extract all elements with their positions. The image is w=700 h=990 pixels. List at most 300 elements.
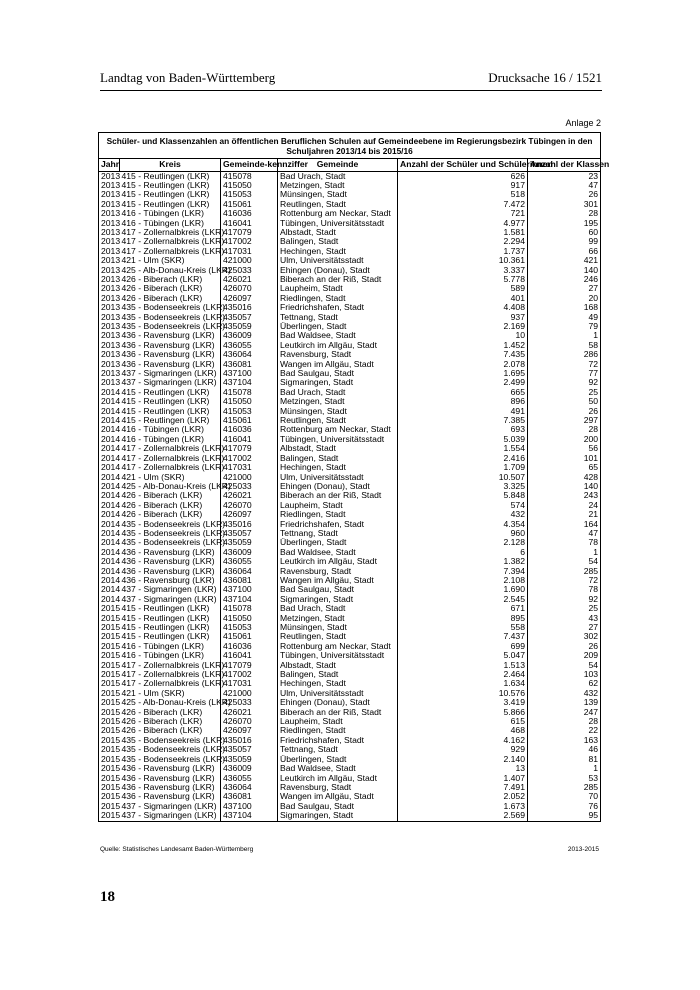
- cell-classes: 58: [528, 341, 601, 350]
- cell-classes: 163: [528, 736, 601, 745]
- cell-students: 6: [398, 548, 528, 557]
- cell-students: 5.866: [398, 708, 528, 717]
- cell-year: 2014: [99, 416, 120, 425]
- cell-year: 2014: [99, 510, 120, 519]
- cell-district: 437 - Sigmaringen (LKR): [120, 595, 221, 604]
- cell-district: 436 - Ravensburg (LKR): [120, 774, 221, 783]
- cell-district: 435 - Bodenseekreis (LKR): [121, 527, 226, 538]
- cell-municipality: Bad Urach, Stadt: [278, 388, 398, 397]
- cell-municipality-code: 417079: [221, 661, 278, 670]
- cell-municipality-code: 416036: [221, 425, 278, 434]
- cell-municipality: Bad Saulgau, Stadt: [278, 585, 398, 594]
- statistics-table: [98, 132, 610, 822]
- cell-municipality: Friedrichshafen, Stadt: [278, 520, 398, 529]
- cell-district: 416 - Tübingen (LKR): [120, 651, 221, 660]
- cell-students: 2.140: [398, 755, 528, 764]
- cell-municipality-code: 415078: [221, 604, 278, 613]
- cell-classes: 66: [528, 247, 601, 256]
- header-rule: [100, 90, 602, 91]
- cell-classes: 1: [528, 764, 601, 773]
- column-header-municipality-code: Gemeinde-kennziffer: [221, 159, 278, 172]
- cell-year: 2014: [99, 538, 120, 547]
- cell-students: 665: [398, 388, 528, 397]
- cell-district: 415 - Reutlingen (LKR): [120, 416, 221, 425]
- cell-municipality-code: 435057: [221, 745, 278, 754]
- cell-municipality: Leutkirch im Allgäu, Stadt: [278, 557, 398, 566]
- cell-district: 437 - Sigmaringen (LKR): [120, 585, 221, 594]
- cell-municipality-code: 415061: [221, 416, 278, 425]
- cell-year: 2014: [99, 397, 120, 406]
- cell-district: 435 - Bodenseekreis (LKR): [121, 311, 226, 322]
- cell-municipality-code: 415050: [221, 397, 278, 406]
- cell-district: 437 - Sigmaringen (LKR): [120, 811, 221, 821]
- cell-municipality-code: 437100: [221, 802, 278, 811]
- cell-students: 589: [398, 284, 528, 293]
- cell-students: 491: [398, 407, 528, 416]
- cell-municipality: Reutlingen, Stadt: [278, 416, 398, 425]
- cell-year: 2014: [99, 529, 120, 538]
- cell-classes: 28: [528, 717, 601, 726]
- cell-district: 417 - Zollernalbkreis (LKR): [121, 678, 225, 689]
- column-header-classes: Anzahl der Klassen: [528, 159, 601, 172]
- cell-classes: 47: [528, 529, 601, 538]
- cell-students: 896: [398, 397, 528, 406]
- cell-municipality: Balingen, Stadt: [278, 454, 398, 463]
- cell-students: 7.491: [398, 783, 528, 792]
- cell-municipality: Bad Waldsee, Stadt: [278, 331, 398, 340]
- cell-district: 421 - Ulm (SKR): [120, 256, 221, 265]
- cell-students: 7.472: [398, 200, 528, 209]
- cell-classes: 26: [528, 190, 601, 199]
- cell-municipality: Hechingen, Stadt: [278, 247, 398, 256]
- cell-classes: 302: [528, 632, 601, 641]
- cell-classes: 140: [528, 482, 601, 491]
- cell-students: 4.977: [398, 219, 528, 228]
- cell-classes: 164: [528, 520, 601, 529]
- cell-year: 2015: [99, 811, 120, 821]
- cell-district: 417 - Zollernalbkreis (LKR): [121, 236, 225, 247]
- cell-municipality-code: 436055: [221, 341, 278, 350]
- cell-municipality: Tübingen, Universitätsstadt: [278, 435, 398, 444]
- table-title: Schüler- und Klassenzahlen an öffentlichen Beruflichen Schulen auf Gemeindeebene im Regierungsbezirk Tübingen in den Schuljahren 2013/14 bis 2015/16: [99, 133, 601, 159]
- cell-district: 436 - Ravensburg (LKR): [120, 557, 221, 566]
- cell-year: 2013: [99, 219, 120, 228]
- cell-municipality: Ravensburg, Stadt: [278, 783, 398, 792]
- cell-municipality: Tübingen, Universitätsstadt: [278, 219, 398, 228]
- cell-classes: 421: [528, 256, 601, 265]
- cell-classes: 47: [528, 181, 601, 190]
- cell-students: 2.416: [398, 454, 528, 463]
- cell-district: 415 - Reutlingen (LKR): [120, 190, 221, 199]
- cell-classes: 60: [528, 228, 601, 237]
- column-header-year: Jahr: [99, 159, 120, 172]
- cell-year: 2015: [99, 774, 120, 783]
- cell-district: 416 - Tübingen (LKR): [120, 209, 221, 218]
- cell-municipality-code: 436009: [221, 548, 278, 557]
- cell-classes: 432: [528, 689, 601, 698]
- cell-municipality-code: 415053: [221, 407, 278, 416]
- cell-municipality: Hechingen, Stadt: [278, 679, 398, 688]
- cell-students: 7.435: [398, 350, 528, 359]
- cell-municipality-code: 437104: [221, 595, 278, 604]
- cell-municipality: Ravensburg, Stadt: [278, 350, 398, 359]
- cell-classes: 78: [528, 585, 601, 594]
- cell-students: 401: [398, 294, 528, 303]
- cell-students: 5.047: [398, 651, 528, 660]
- cell-municipality: Ravensburg, Stadt: [278, 567, 398, 576]
- cell-year: 2013: [99, 322, 120, 331]
- cell-year: 2013: [99, 247, 120, 256]
- cell-municipality-code: 415078: [221, 171, 278, 181]
- cell-classes: 195: [528, 219, 601, 228]
- cell-classes: 27: [528, 623, 601, 632]
- cell-municipality-code: 421000: [221, 256, 278, 265]
- cell-district: 417 - Zollernalbkreis (LKR): [121, 659, 225, 670]
- cell-municipality: Sigmaringen, Stadt: [278, 378, 398, 387]
- cell-municipality: Wangen im Allgäu, Stadt: [278, 576, 398, 585]
- cell-students: 699: [398, 642, 528, 651]
- cell-students: 518: [398, 190, 528, 199]
- cell-classes: 28: [528, 425, 601, 434]
- cell-classes: 76: [528, 802, 601, 811]
- cell-year: 2015: [99, 755, 120, 764]
- cell-students: 574: [398, 501, 528, 510]
- cell-students: 929: [398, 745, 528, 754]
- cell-district: 436 - Ravensburg (LKR): [120, 350, 221, 359]
- cell-municipality: Rottenburg am Neckar, Stadt: [278, 642, 398, 651]
- cell-year: 2013: [99, 331, 120, 340]
- cell-year: 2015: [99, 632, 120, 641]
- cell-year: 2013: [99, 171, 120, 181]
- cell-municipality: Tettnang, Stadt: [278, 529, 398, 538]
- cell-municipality-code: 426097: [221, 294, 278, 303]
- cell-students: 1.554: [398, 444, 528, 453]
- cell-municipality-code: 426021: [221, 275, 278, 284]
- cell-classes: 43: [528, 614, 601, 623]
- cell-district: 425 - Alb-Donau-Kreis (LKR): [121, 264, 231, 275]
- cell-students: 7.385: [398, 416, 528, 425]
- cell-classes: 46: [528, 745, 601, 754]
- cell-district: 436 - Ravensburg (LKR): [120, 341, 221, 350]
- cell-municipality: Bad Urach, Stadt: [278, 604, 398, 613]
- cell-year: 2014: [99, 482, 120, 491]
- cell-municipality-code: 426097: [221, 510, 278, 519]
- cell-municipality: Albstadt, Stadt: [278, 661, 398, 670]
- cell-municipality: Ulm, Universitätsstadt: [278, 256, 398, 265]
- cell-students: 721: [398, 209, 528, 218]
- cell-classes: 70: [528, 792, 601, 801]
- cell-district: 415 - Reutlingen (LKR): [120, 632, 221, 641]
- cell-classes: 53: [528, 774, 601, 783]
- cell-municipality: Balingen, Stadt: [278, 237, 398, 246]
- cell-district: 426 - Biberach (LKR): [120, 501, 221, 510]
- cell-year: 2014: [99, 454, 120, 463]
- cell-district: 417 - Zollernalbkreis (LKR): [121, 452, 225, 463]
- cell-municipality: Ulm, Universitätsstadt: [278, 473, 398, 482]
- page-number: 18: [100, 889, 115, 905]
- cell-municipality-code: 416041: [221, 651, 278, 660]
- cell-year: 2015: [99, 726, 120, 735]
- cell-year: 2014: [99, 576, 120, 585]
- cell-district: 415 - Reutlingen (LKR): [120, 200, 221, 209]
- cell-municipality: Tübingen, Universitätsstadt: [278, 651, 398, 660]
- cell-students: 4.354: [398, 520, 528, 529]
- cell-municipality-code: 426070: [221, 501, 278, 510]
- cell-district: 426 - Biberach (LKR): [120, 275, 221, 284]
- cell-municipality: Tettnang, Stadt: [278, 313, 398, 322]
- cell-municipality-code: 437100: [221, 585, 278, 594]
- cell-year: 2014: [99, 407, 120, 416]
- cell-year: 2015: [99, 661, 120, 670]
- cell-district: 437 - Sigmaringen (LKR): [120, 369, 221, 378]
- cell-classes: 95: [528, 811, 601, 821]
- cell-year: 2014: [99, 520, 120, 529]
- cell-students: 558: [398, 623, 528, 632]
- cell-students: 917: [398, 181, 528, 190]
- cell-municipality: Riedlingen, Stadt: [278, 294, 398, 303]
- cell-classes: 140: [528, 266, 601, 275]
- cell-district: 415 - Reutlingen (LKR): [120, 397, 221, 406]
- cell-year: 2015: [99, 670, 120, 679]
- cell-classes: 209: [528, 651, 601, 660]
- cell-students: 2.464: [398, 670, 528, 679]
- cell-municipality-code: 426070: [221, 284, 278, 293]
- cell-classes: 92: [528, 378, 601, 387]
- cell-classes: 65: [528, 463, 601, 472]
- cell-year: 2015: [99, 745, 120, 754]
- cell-year: 2013: [99, 209, 120, 218]
- cell-municipality: Riedlingen, Stadt: [278, 510, 398, 519]
- cell-students: 2.052: [398, 792, 528, 801]
- cell-municipality: Überlingen, Stadt: [278, 538, 398, 547]
- cell-municipality: Münsingen, Stadt: [278, 190, 398, 199]
- header-parliament: Landtag von Baden-Württemberg: [100, 70, 276, 85]
- cell-district: 435 - Bodenseekreis (LKR): [121, 321, 226, 331]
- cell-district: 415 - Reutlingen (LKR): [120, 407, 221, 416]
- cell-classes: 26: [528, 407, 601, 416]
- cell-municipality-code: 426097: [221, 726, 278, 735]
- cell-year: 2013: [99, 181, 120, 190]
- cell-year: 2013: [99, 303, 120, 312]
- cell-municipality-code: 435059: [221, 755, 278, 764]
- cell-municipality-code: 437100: [221, 369, 278, 378]
- cell-year: 2013: [99, 369, 120, 378]
- cell-municipality: Laupheim, Stadt: [278, 284, 398, 293]
- cell-classes: 21: [528, 510, 601, 519]
- cell-municipality: Überlingen, Stadt: [278, 322, 398, 331]
- cell-municipality-code: 417002: [221, 670, 278, 679]
- cell-year: 2013: [99, 275, 120, 284]
- cell-year: 2015: [99, 698, 120, 707]
- cell-municipality-code: 417031: [221, 247, 278, 256]
- cell-students: 3.325: [398, 482, 528, 491]
- cell-municipality: Bad Urach, Stadt: [278, 171, 398, 181]
- cell-district: 417 - Zollernalbkreis (LKR): [121, 443, 225, 454]
- cell-municipality-code: 436081: [221, 360, 278, 369]
- cell-year: 2015: [99, 783, 120, 792]
- cell-municipality: Bad Saulgau, Stadt: [278, 369, 398, 378]
- cell-students: 7.437: [398, 632, 528, 641]
- cell-district: 436 - Ravensburg (LKR): [120, 331, 221, 340]
- cell-municipality-code: 415053: [221, 623, 278, 632]
- cell-classes: 285: [528, 567, 601, 576]
- cell-municipality-code: 436081: [221, 576, 278, 585]
- cell-students: 1.709: [398, 463, 528, 472]
- cell-municipality-code: 425033: [221, 698, 278, 707]
- cell-district: 417 - Zollernalbkreis (LKR): [121, 226, 225, 237]
- cell-students: 2.569: [398, 811, 528, 821]
- cell-year: 2013: [99, 360, 120, 369]
- cell-district: 426 - Biberach (LKR): [120, 726, 221, 735]
- cell-district: 435 - Bodenseekreis (LKR): [121, 518, 226, 529]
- cell-municipality: Metzingen, Stadt: [278, 181, 398, 190]
- cell-municipality-code: 415061: [221, 200, 278, 209]
- cell-classes: 25: [528, 604, 601, 613]
- cell-students: 2.169: [398, 322, 528, 331]
- cell-classes: 246: [528, 275, 601, 284]
- cell-students: 1.737: [398, 247, 528, 256]
- cell-district: 437 - Sigmaringen (LKR): [120, 802, 221, 811]
- cell-municipality-code: 436064: [221, 350, 278, 359]
- cell-students: 10.576: [398, 689, 528, 698]
- cell-students: 5.778: [398, 275, 528, 284]
- cell-year: 2013: [99, 228, 120, 237]
- cell-district: 426 - Biberach (LKR): [120, 284, 221, 293]
- cell-district: 426 - Biberach (LKR): [120, 510, 221, 519]
- cell-year: 2013: [99, 190, 120, 199]
- cell-district: 436 - Ravensburg (LKR): [120, 783, 221, 792]
- cell-municipality: Leutkirch im Allgäu, Stadt: [278, 774, 398, 783]
- cell-municipality-code: 435059: [221, 322, 278, 331]
- cell-municipality: Albstadt, Stadt: [278, 228, 398, 237]
- cell-municipality-code: 425033: [221, 266, 278, 275]
- cell-municipality-code: 416041: [221, 219, 278, 228]
- cell-students: 960: [398, 529, 528, 538]
- cell-district: 426 - Biberach (LKR): [120, 708, 221, 717]
- cell-municipality-code: 435057: [221, 529, 278, 538]
- cell-classes: 28: [528, 209, 601, 218]
- cell-municipality: Bad Saulgau, Stadt: [278, 802, 398, 811]
- cell-year: 2015: [99, 717, 120, 726]
- header-document-number: Drucksache 16 / 1521: [488, 70, 602, 85]
- cell-district: 436 - Ravensburg (LKR): [120, 567, 221, 576]
- cell-students: 1.452: [398, 341, 528, 350]
- cell-municipality: Friedrichshafen, Stadt: [278, 736, 398, 745]
- cell-classes: 22: [528, 726, 601, 735]
- cell-year: 2015: [99, 604, 120, 613]
- cell-year: 2014: [99, 425, 120, 434]
- cell-municipality: Riedlingen, Stadt: [278, 726, 398, 735]
- cell-year: 2014: [99, 473, 120, 482]
- cell-district: 435 - Bodenseekreis (LKR): [121, 753, 226, 764]
- cell-classes: 72: [528, 576, 601, 585]
- cell-year: 2015: [99, 792, 120, 801]
- cell-classes: 24: [528, 501, 601, 510]
- cell-classes: 103: [528, 670, 601, 679]
- cell-district: 435 - Bodenseekreis (LKR): [121, 537, 226, 548]
- cell-municipality-code: 416036: [221, 642, 278, 651]
- cell-district: 416 - Tübingen (LKR): [120, 219, 221, 228]
- cell-year: 2015: [99, 764, 120, 773]
- cell-students: 2.499: [398, 378, 528, 387]
- cell-students: 1.673: [398, 802, 528, 811]
- cell-municipality: Rottenburg am Neckar, Stadt: [278, 425, 398, 434]
- cell-municipality-code: 435016: [221, 520, 278, 529]
- cell-municipality: Ehingen (Donau), Stadt: [278, 698, 398, 707]
- cell-municipality-code: 415050: [221, 614, 278, 623]
- cell-year: 2013: [99, 200, 120, 209]
- cell-classes: 286: [528, 350, 601, 359]
- cell-municipality-code: 415053: [221, 190, 278, 199]
- cell-municipality-code: 436009: [221, 331, 278, 340]
- cell-year: 2014: [99, 501, 120, 510]
- cell-municipality-code: 426021: [221, 708, 278, 717]
- cell-municipality: Münsingen, Stadt: [278, 623, 398, 632]
- cell-students: 4.162: [398, 736, 528, 745]
- cell-district: 436 - Ravensburg (LKR): [120, 792, 221, 801]
- cell-year: 2014: [99, 388, 120, 397]
- cell-district: 426 - Biberach (LKR): [120, 717, 221, 726]
- cell-classes: 62: [528, 679, 601, 688]
- cell-students: 432: [398, 510, 528, 519]
- cell-municipality: Biberach an der Riß, Stadt: [278, 275, 398, 284]
- cell-municipality: Laupheim, Stadt: [278, 501, 398, 510]
- cell-year: 2014: [99, 435, 120, 444]
- cell-students: 626: [398, 171, 528, 181]
- table-row: [99, 811, 601, 821]
- cell-year: 2013: [99, 266, 120, 275]
- cell-classes: 72: [528, 360, 601, 369]
- cell-district: 435 - Bodenseekreis (LKR): [121, 302, 226, 313]
- cell-students: 2.128: [398, 538, 528, 547]
- cell-year: 2014: [99, 595, 120, 604]
- cell-district: 437 - Sigmaringen (LKR): [120, 378, 221, 387]
- cell-year: 2014: [99, 444, 120, 453]
- cell-municipality-code: 425033: [221, 482, 278, 491]
- cell-classes: 25: [528, 388, 601, 397]
- cell-municipality-code: 435016: [221, 303, 278, 312]
- annex-label: Anlage 2: [565, 118, 601, 128]
- cell-district: 425 - Alb-Donau-Kreis (LKR): [121, 697, 231, 708]
- cell-municipality-code: 421000: [221, 689, 278, 698]
- cell-classes: 27: [528, 284, 601, 293]
- column-header-students: Anzahl der Schüler und Schülerinnen: [398, 159, 528, 172]
- cell-classes: 56: [528, 444, 601, 453]
- cell-year: 2015: [99, 623, 120, 632]
- cell-municipality-code: 416041: [221, 435, 278, 444]
- cell-district: 426 - Biberach (LKR): [120, 294, 221, 303]
- cell-year: 2014: [99, 548, 120, 557]
- cell-municipality-code: 436055: [221, 557, 278, 566]
- cell-district: 417 - Zollernalbkreis (LKR): [121, 669, 225, 680]
- cell-students: 671: [398, 604, 528, 613]
- cell-district: 421 - Ulm (SKR): [120, 473, 221, 482]
- cell-year: 2014: [99, 463, 120, 472]
- cell-municipality-code: 417002: [221, 454, 278, 463]
- cell-students: 895: [398, 614, 528, 623]
- cell-classes: 285: [528, 783, 601, 792]
- cell-classes: 49: [528, 313, 601, 322]
- cell-municipality: Albstadt, Stadt: [278, 444, 398, 453]
- table-body: [99, 171, 601, 821]
- cell-classes: 54: [528, 557, 601, 566]
- cell-classes: 23: [528, 171, 601, 181]
- cell-district: 436 - Ravensburg (LKR): [120, 360, 221, 369]
- cell-classes: 20: [528, 294, 601, 303]
- cell-district: 415 - Reutlingen (LKR): [120, 604, 221, 613]
- cell-municipality: Bad Waldsee, Stadt: [278, 548, 398, 557]
- cell-municipality: Metzingen, Stadt: [278, 397, 398, 406]
